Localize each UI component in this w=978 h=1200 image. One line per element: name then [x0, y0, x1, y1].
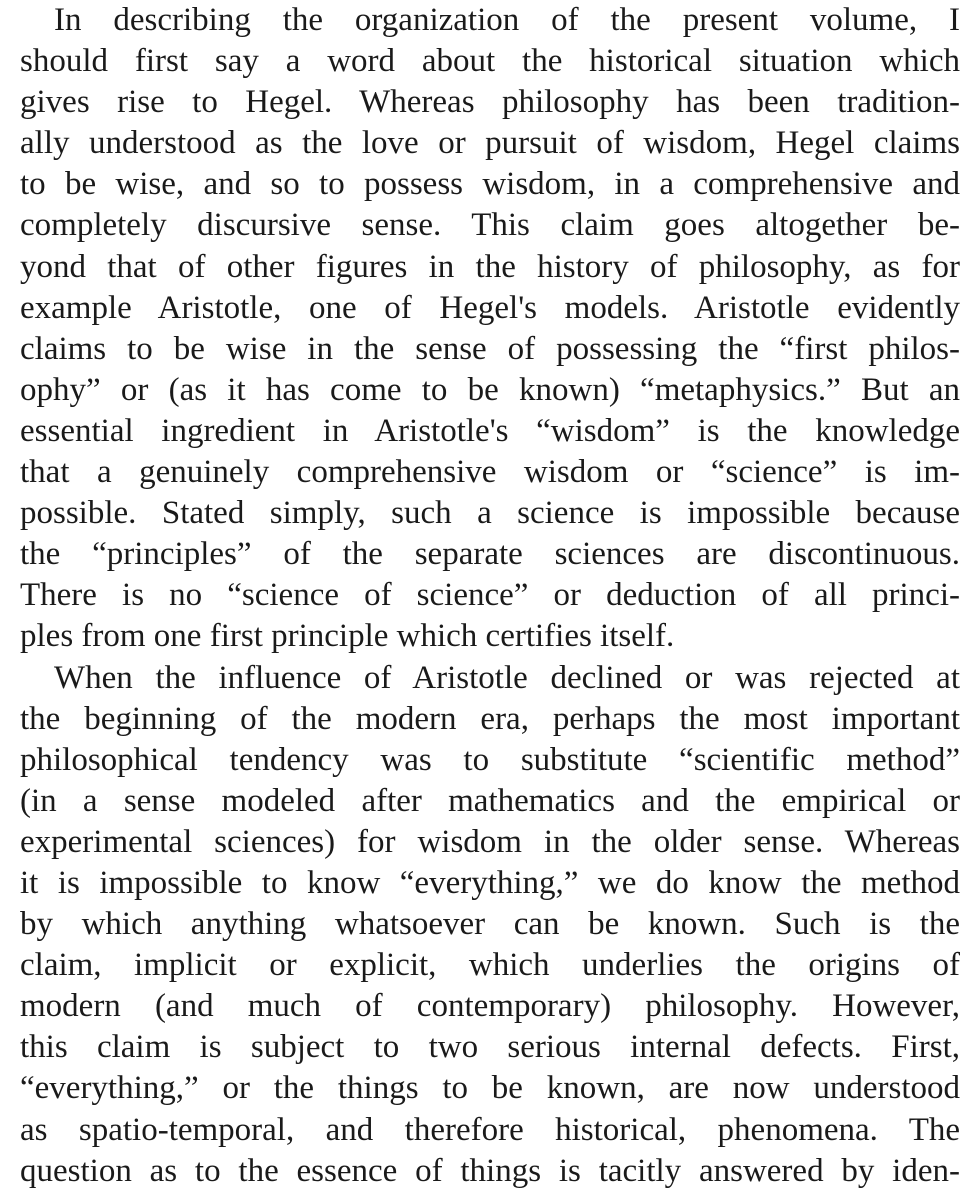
text-line: that a genuinely comprehensive wisdom or “science” is im- — [20, 454, 960, 491]
text-line: this claim is subject to two serious internal defects. First, — [20, 1029, 960, 1066]
text-line: modern (and much of contemporary) philosophy. However, — [20, 988, 960, 1025]
paragraph-1 — [20, 0, 960, 658]
text-line: it is impossible to know “everything,” we do know the method — [20, 864, 960, 901]
text-line: (in a sense modeled after mathematics and the empirical or — [20, 782, 960, 819]
text-line: philosophical tendency was to substitute “scientific method” — [20, 741, 960, 778]
text-line: the “principles” of the separate sciences are discontinuous. — [20, 536, 960, 573]
text-line: yond that of other figures in the history of philosophy, as for — [20, 248, 960, 285]
text-line: ples from one first principle which certifies itself. — [20, 618, 675, 655]
text-line: should first say a word about the historical situation which — [20, 43, 960, 80]
text-line: experimental sciences) for wisdom in the older sense. Whereas — [20, 823, 960, 860]
text-line: question as to the essence of things is tacitly answered by iden- — [20, 1152, 960, 1189]
paragraph-2 — [20, 658, 960, 1192]
text-line: by which anything whatsoever can be known. Such is the — [20, 906, 960, 943]
text-line: ally understood as the love or pursuit of wisdom, Hegel claims — [20, 125, 960, 162]
text-line: When the influence of Aristotle declined or was rejected at — [54, 659, 960, 696]
text-line: essential ingredient in Aristotle's “wisdom” is the knowledge — [20, 412, 960, 449]
text-line: There is no “science of science” or deduction of all princi- — [20, 577, 960, 614]
text-line: possible. Stated simply, such a science is impossible because — [20, 495, 960, 532]
text-line: gives rise to Hegel. Whereas philosophy has been tradition- — [20, 84, 960, 121]
text-line: claims to be wise in the sense of possessing the “first philos- — [20, 330, 960, 367]
text-line: as spatio-temporal, and therefore historical, phenomena. The — [20, 1111, 960, 1148]
text-line: the beginning of the modern era, perhaps the most important — [20, 700, 960, 737]
text-line: ophy” or (as it has come to be known) “metaphysics.” But an — [20, 371, 960, 408]
text-line: example Aristotle, one of Hegel's models. Aristotle evidently — [20, 289, 960, 326]
text-line: to be wise, and so to possess wisdom, in a comprehensive and — [20, 166, 960, 203]
text-line: completely discursive sense. This claim goes altogether be- — [20, 207, 960, 244]
text-line: “everything,” or the things to be known, are now understood — [20, 1070, 960, 1107]
text-line: claim, implicit or explicit, which underlies the origins of — [20, 947, 960, 984]
text-line: In describing the organization of the present volume, I — [54, 2, 960, 38]
